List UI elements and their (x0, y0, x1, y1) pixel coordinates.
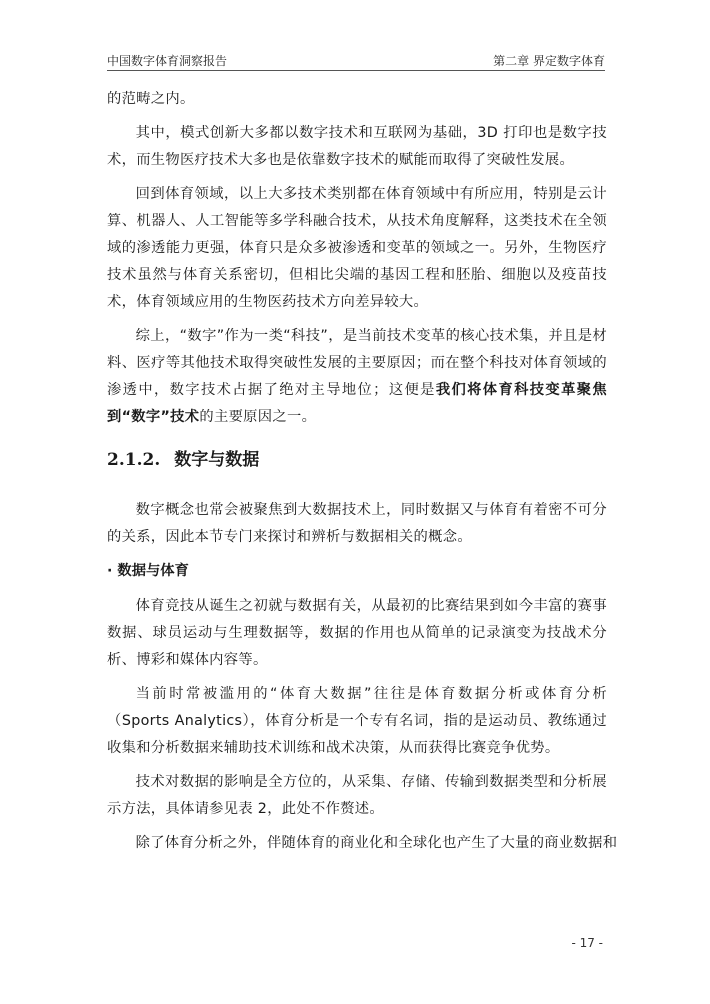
paragraph (107, 323, 607, 431)
paragraph-text: 综上，“数字”作为一类“科技”，是当前技术变革的核心技术集，并且是材料、医疗等其他技术取得突破性发展的主要原因；而在整个科技对体育领域的渗透中，数字技术占据了绝对主导地位；这便是 (107, 328, 607, 398)
page-header (107, 52, 605, 71)
subsection-heading: · 数据与体育 (107, 563, 189, 579)
paragraph: 的范畴之内。 (107, 91, 195, 107)
section-title: 数字与数据 (174, 450, 260, 470)
paragraph: 除了体育分析之外，伴随体育的商业化和全球化也产生了大量的商业数据和 (135, 835, 618, 851)
header-report-title: 中国数字体育洞察报告 (107, 54, 228, 68)
paragraph: 数字概念也常会被聚焦到大数据技术上，同时数据又与体育有着密不可分的关系，因此本节专门来探讨和辨析与数据相关的概念。 (107, 502, 607, 545)
section-heading (107, 447, 607, 473)
paragraph: 其中，模式创新大多都以数字技术和互联网为基础，3D 打印也是数字技术，而生物医疗技术大多也是依靠数字技术的赋能而取得了突破性发展。 (107, 125, 607, 168)
section-number: 2.1.2. (107, 450, 161, 470)
emphasis-text: 我们将体育科技变革聚焦到“数字”技术 (107, 382, 607, 425)
paragraph: 回到体育领域，以上大多技术类别都在体育领域中有所应用，特别是云计算、机器人、人工智能等多学科融合技术，从技术角度解释，这类技术在全领域的渗透能力更强，体育只是众多被渗透和变革的领域之一。另外，生物医疗技术虽然与体育关系密切，但相比尖端的基因工程和胚胎、细胞以及疫苗技术，体育领域应用的生物医药技术方向差异较大。 (107, 186, 607, 310)
header-chapter-title: 第二章 界定数字体育 (493, 54, 605, 68)
paragraph: 当前时常被滥用的“体育大数据”往往是体育数据分析或体育分析（Sports Analytics），体育分析是一个专有名词，指的是运动员、教练通过收集和分析数据来辅助技术训练和战术决策，从而获得比赛竞争优势。 (107, 686, 607, 756)
body-text (107, 86, 618, 864)
paragraph-text: 的主要原因之一。 (199, 409, 317, 425)
paragraph: 技术对数据的影响是全方位的，从采集、存储、传输到数据类型和分析展示方法，具体请参见表 2，此处不作赘述。 (107, 774, 607, 817)
paragraph: 体育竞技从诞生之初就与数据有关，从最初的比赛结果到如今丰富的赛事数据、球员运动与生理数据等，数据的作用也从简单的记录演变为技战术分析、博彩和媒体内容等。 (107, 598, 607, 668)
page-number: - 17 - (571, 936, 603, 950)
